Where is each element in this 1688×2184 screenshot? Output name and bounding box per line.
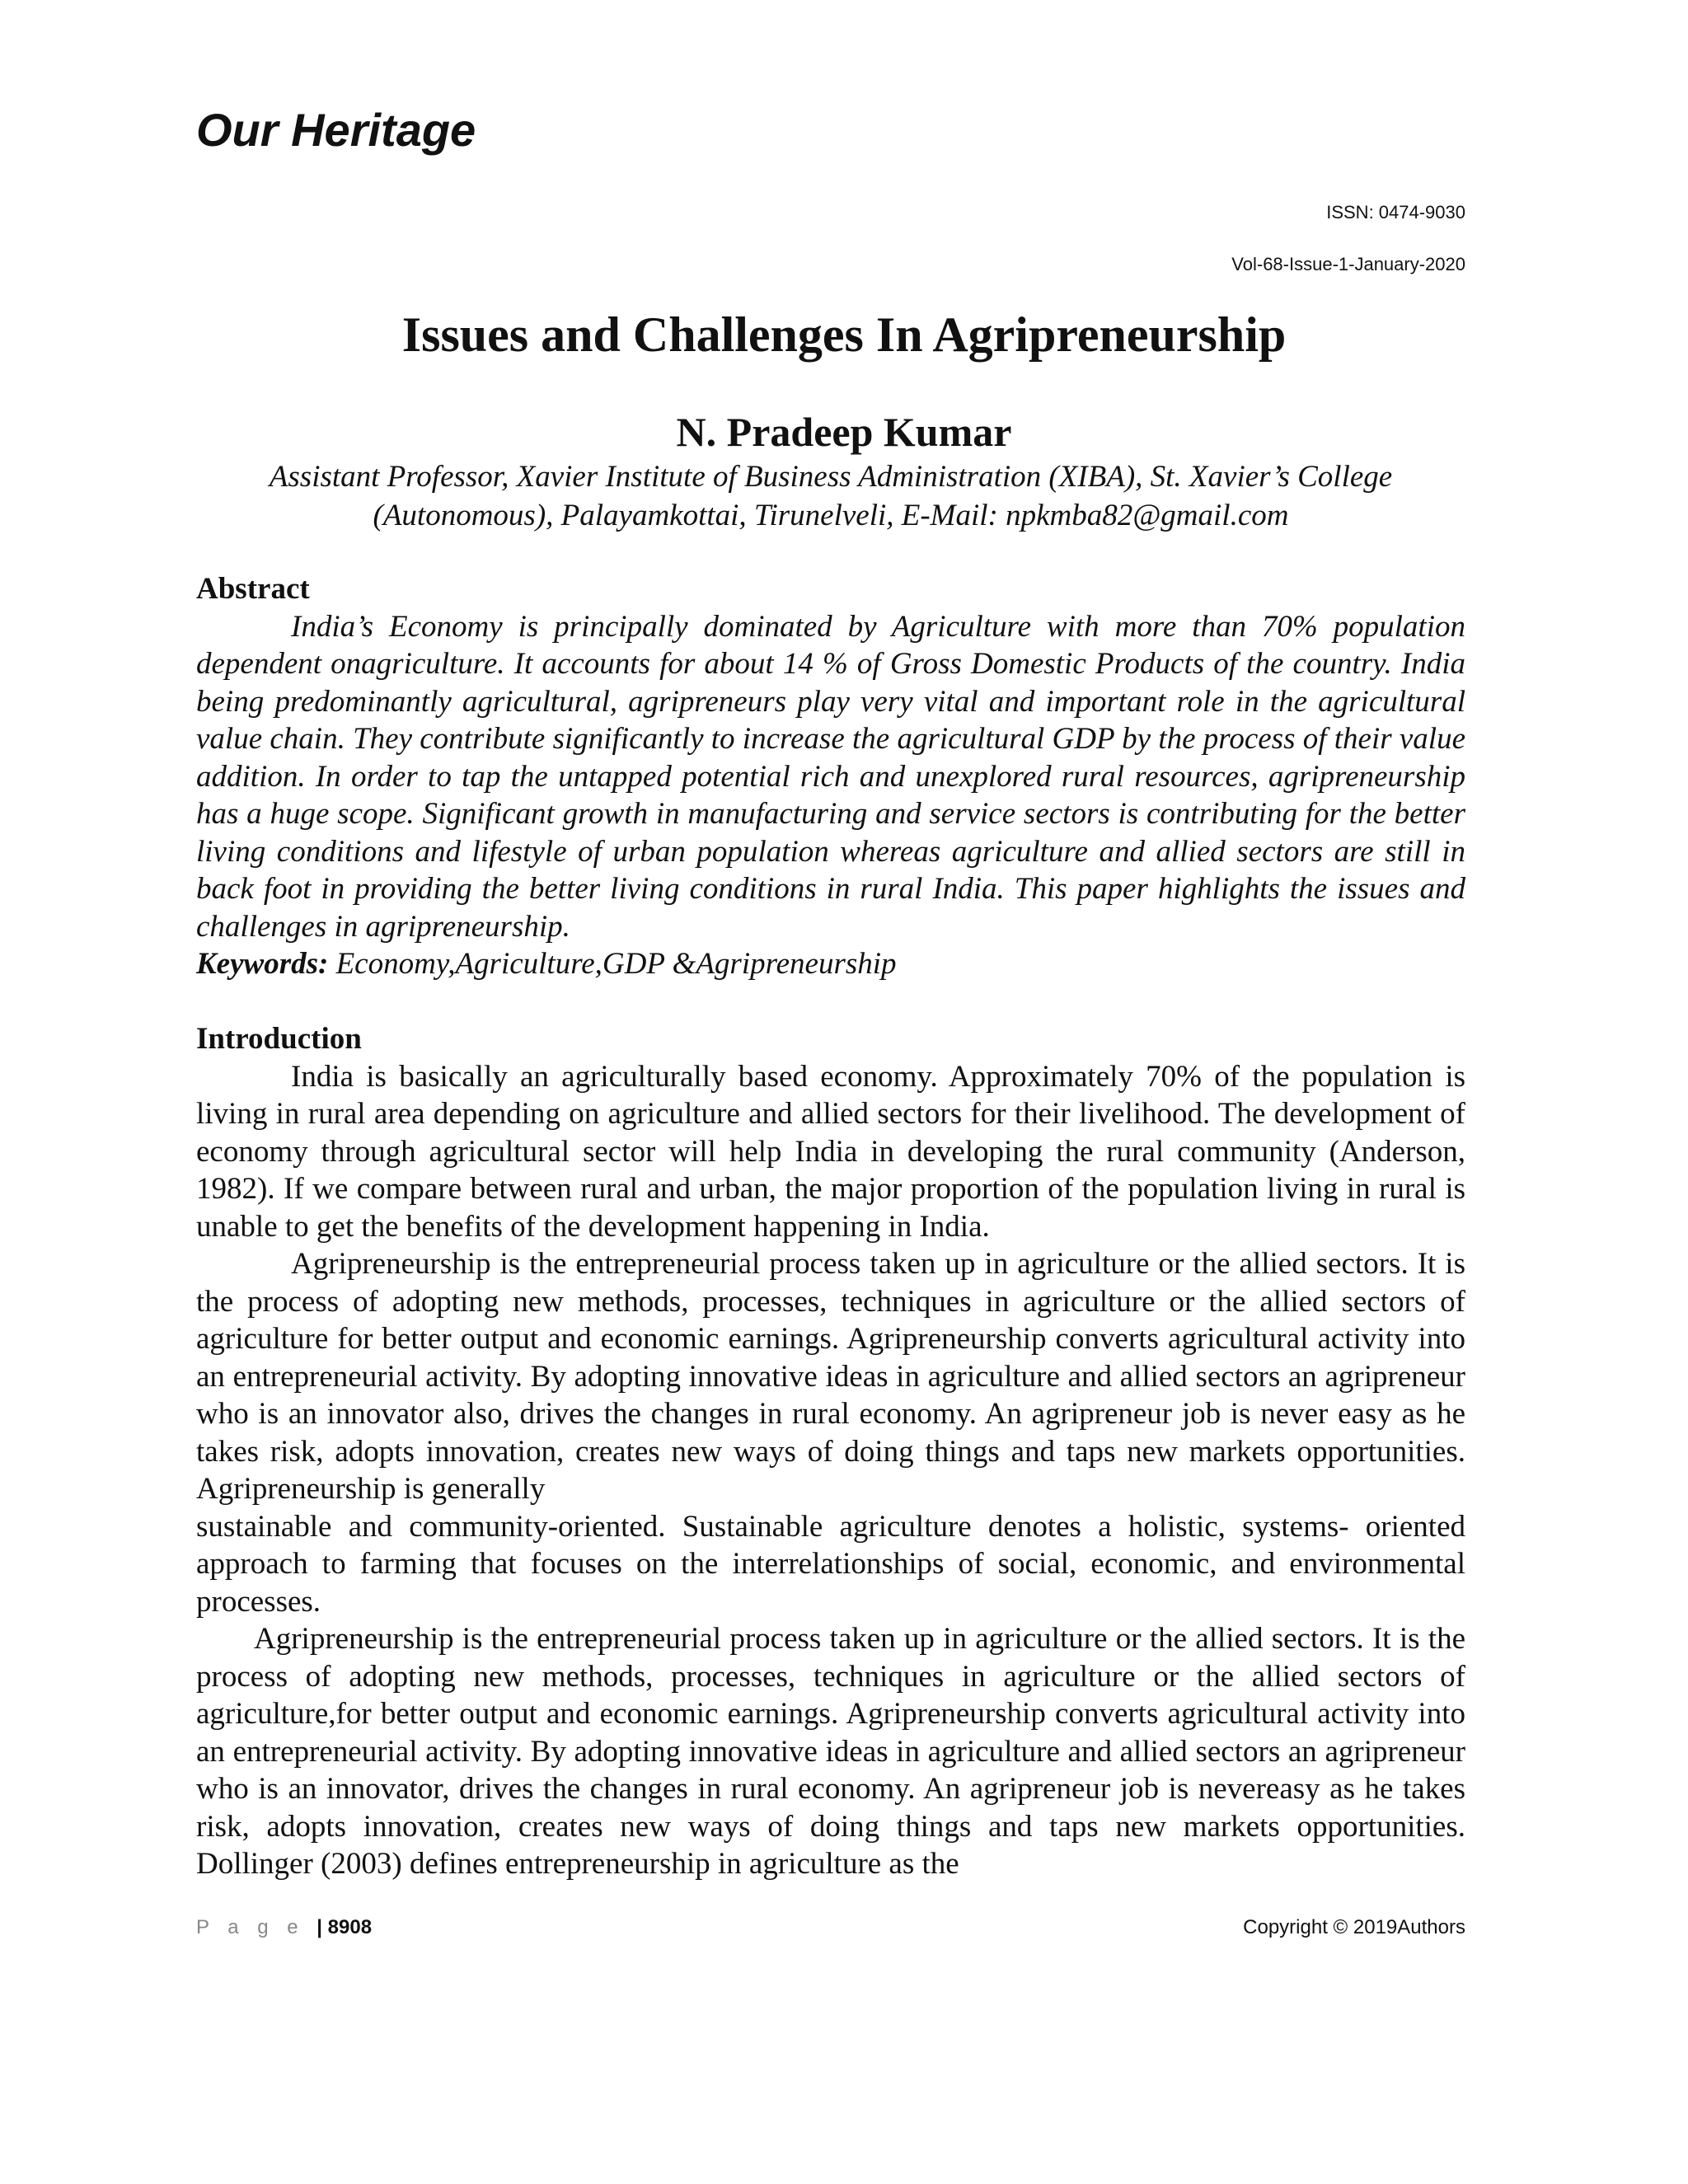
keywords-label: Keywords:: [196, 947, 329, 981]
abstract-section: [196, 570, 1465, 983]
copyright: Copyright © 2019Authors: [1243, 1916, 1465, 1938]
keywords-text: Economy,Agriculture,GDP &Agripreneurship: [328, 947, 897, 981]
intro-paragraph-3: sustainable and community-oriented. Sustainable agriculture denotes a holistic, systems- oriented approach to farming that focuses on the interrelationships of social, economic, and environmental processes.: [196, 1509, 1465, 1619]
page-footer-label: [196, 1916, 372, 1939]
page-number: | 8908: [316, 1916, 373, 1938]
author-affiliation: Assistant Professor, Xavier Institute of Business Administration (XIBA), St. Xavier’s College (Autonomous), Palayamkottai, Tirunelveli, E-Mail: npkmba82@gmail.com: [269, 460, 1393, 532]
introduction-heading: Introduction: [196, 1022, 362, 1056]
intro-paragraph-4: Agripreneurship is the entrepreneurial process taken up in agriculture or the allied sectors. It is the process of adopting new methods, processes, techniques in agriculture or the allied sectors of agriculture,for better output and economic earnings. Agripreneurship converts agricultural activity into an entrepreneurial activity. By adopting innovative ideas in agriculture and allied sectors an agripreneur who is an innovator, drives the changes in rural economy. An agripreneur job is nevereasy as he takes risk, adopts innovation, creates new ways of doing things and taps new markets opportunities. Dollinger (2003) defines entrepreneurship in agriculture as the: [196, 1622, 1465, 1881]
introduction-section: [196, 1020, 1465, 1883]
author-name: N. Pradeep Kumar: [676, 409, 1012, 455]
journal-name: Our Heritage: [196, 104, 476, 156]
keywords: [196, 945, 1465, 983]
intro-paragraph-2: Agripreneurship is the entrepreneurial process taken up in agriculture or the allied sectors. It is the process of adopting new methods, processes, techniques in agriculture or the allied sectors of agriculture for better output and economic earnings. Agripreneurship converts agricultural activity into an entrepreneurial activity. By adopting innovative ideas in agriculture and allied sectors an agripreneur who is an innovator also, drives the changes in rural economy. An agripreneur job is never easy as he takes risk, adopts innovation, creates new ways of doing things and taps new markets opportunities. Agripreneurship is generally: [196, 1247, 1465, 1506]
issn: ISSN: 0474-9030: [1326, 202, 1465, 223]
page-label: P a g e: [196, 1916, 305, 1938]
abstract-text: India’s Economy is principally dominated by Agriculture with more than 70% population dependent onagriculture. It accounts for about 14 % of Gross Domestic Products of the country. India being predominantly agricultural, agripreneurs play very vital and important role in the agricultural value chain. They contribute significantly to increase the agricultural GDP by the process of their value addition. In order to tap the untapped potential rich and unexplored rural resources, agripreneurship has a huge scope. Significant growth in manufacturing and service sectors is contributing for the better living conditions and lifestyle of urban population whereas agriculture and allied sectors are still in back foot in providing the better living conditions in rural India. This paper highlights the issues and challenges in agripreneurship.: [196, 609, 1465, 944]
volume-issue: Vol-68-Issue-1-January-2020: [1231, 254, 1465, 274]
paper-title: Issues and Challenges In Agripreneurship: [401, 307, 1287, 362]
abstract-heading: Abstract: [196, 572, 310, 606]
intro-paragraph-1: India is basically an agriculturally based economy. Approximately 70% of the population is living in rural area depending on agriculture and allied sectors for their livelihood. The development of economy through agricultural sector will help India in developing the rural community (Anderson, 1982). If we compare between rural and urban, the major proportion of the population living in rural is unable to get the benefits of the development happening in India.: [196, 1059, 1465, 1244]
